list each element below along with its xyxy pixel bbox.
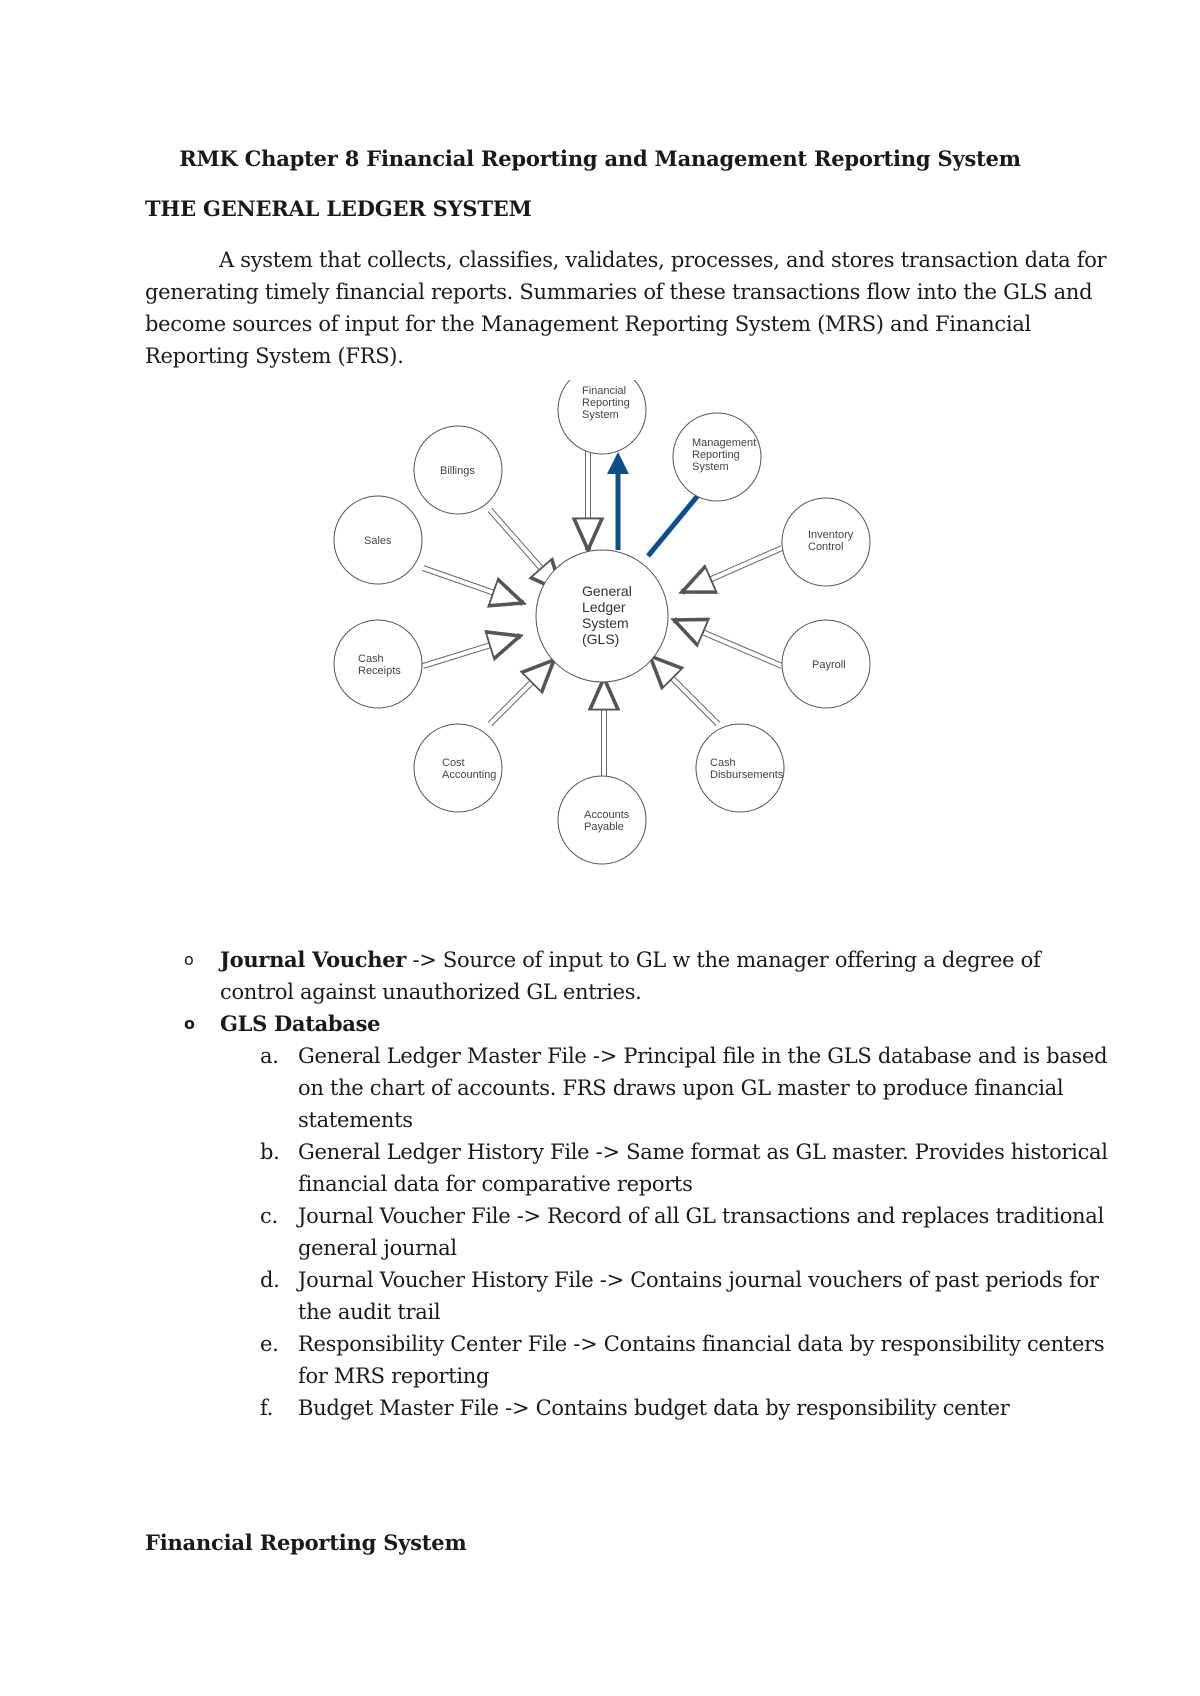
- intro-paragraph: [145, 244, 1107, 372]
- bullet-line: control against unauthorized GL entries.: [220, 980, 642, 1004]
- gls-label-line: General: [582, 583, 632, 599]
- bullet-gls-database: [180, 1008, 1108, 1424]
- input-arrow-cost-accounting: [490, 660, 554, 724]
- mrs-label-line: System: [692, 461, 729, 473]
- cash-receipts-label-line: Receipts: [358, 665, 401, 677]
- output-arrow-frs: [607, 452, 629, 550]
- cash-disbursements-label-line: Cash: [710, 757, 736, 769]
- cash-disbursements-label-line: Disbursements: [710, 769, 784, 781]
- gls-label-line: System: [582, 615, 629, 631]
- paragraph-line: A system that collects, classifies, validates, processes, and stores transaction data for: [219, 248, 1107, 272]
- cost-accounting-label-line: Accounting: [442, 769, 497, 781]
- document-title: RMK Chapter 8 Financial Reporting and Management Reporting System: [179, 146, 1021, 171]
- sales-label: Sales: [364, 535, 392, 547]
- payroll-label: Payroll: [812, 659, 846, 671]
- bullet-marker: o: [184, 1014, 195, 1033]
- bullet-list: [180, 944, 1108, 1424]
- paragraph-line: become sources of input for the Management Reporting System (MRS) and Financial: [145, 312, 1031, 336]
- heading-general-ledger-system: THE GENERAL LEDGER SYSTEM: [145, 196, 532, 221]
- gls-database-sublist: [260, 1040, 1108, 1424]
- mrs-label-line: Management: [692, 437, 757, 449]
- bullet-line: GLS Database: [220, 1011, 381, 1036]
- frs-label-line: System: [582, 409, 619, 421]
- list-item: d. Journal Voucher History File -> Contains journal vouchers of past periods for the audit trail: [260, 1268, 1099, 1324]
- bullet-marker: o: [184, 950, 194, 969]
- input-arrow-sales: [423, 568, 523, 603]
- inventory-control-label-line: Inventory: [808, 529, 854, 541]
- bullet-journal-voucher: [180, 944, 1080, 1008]
- gls-label-line: (GLS): [582, 631, 620, 647]
- inventory-control-label-line: Control: [808, 541, 844, 553]
- list-item: e. Responsibility Center File -> Contains financial data by responsibility centers for MRS reporting: [260, 1332, 1105, 1388]
- mrs-label-line: Reporting: [692, 449, 740, 461]
- billings-label: Billings: [440, 465, 475, 477]
- paragraph-line: Reporting System (FRS).: [145, 344, 404, 368]
- accounts-payable-label-line: Accounts: [584, 809, 630, 821]
- accounts-payable-label-line: Payable: [584, 821, 624, 833]
- frs-label-line: Financial: [582, 385, 627, 397]
- input-arrow-inventory-control: [682, 548, 782, 592]
- list-item: f. Budget Master File -> Contains budget data by responsibility center: [260, 1396, 1010, 1420]
- list-item: b. General Ledger History File -> Same format as GL master. Provides historical financial data for comparative reports: [260, 1140, 1108, 1196]
- frs-label-line: Reporting: [582, 397, 630, 409]
- cash-receipts-label-line: Cash: [358, 653, 384, 665]
- paragraph-line: generating timely financial reports. Summaries of these transactions flow into the GLS and: [145, 280, 1093, 304]
- gls-diagram: [320, 380, 900, 920]
- list-item: c. Journal Voucher File -> Record of all GL transactions and replaces traditional general journal: [260, 1204, 1104, 1260]
- list-item: a. General Ledger Master File -> Principal file in the GLS database and is based on the chart of accounts. FRS draws upon GL master to produce financial statements: [260, 1044, 1108, 1132]
- heading-financial-reporting-system: Financial Reporting System: [145, 1530, 467, 1555]
- input-arrow-payroll: [674, 620, 782, 666]
- input-arrow-cash-disbursements: [650, 656, 718, 724]
- bullet-line: Journal Voucher -> Source of input to GL w the manager offering a degree of: [220, 947, 1041, 972]
- cost-accounting-label-line: Cost: [442, 757, 465, 769]
- input-arrow-cash-receipts: [423, 636, 520, 666]
- gls-label-line: Ledger: [582, 599, 626, 615]
